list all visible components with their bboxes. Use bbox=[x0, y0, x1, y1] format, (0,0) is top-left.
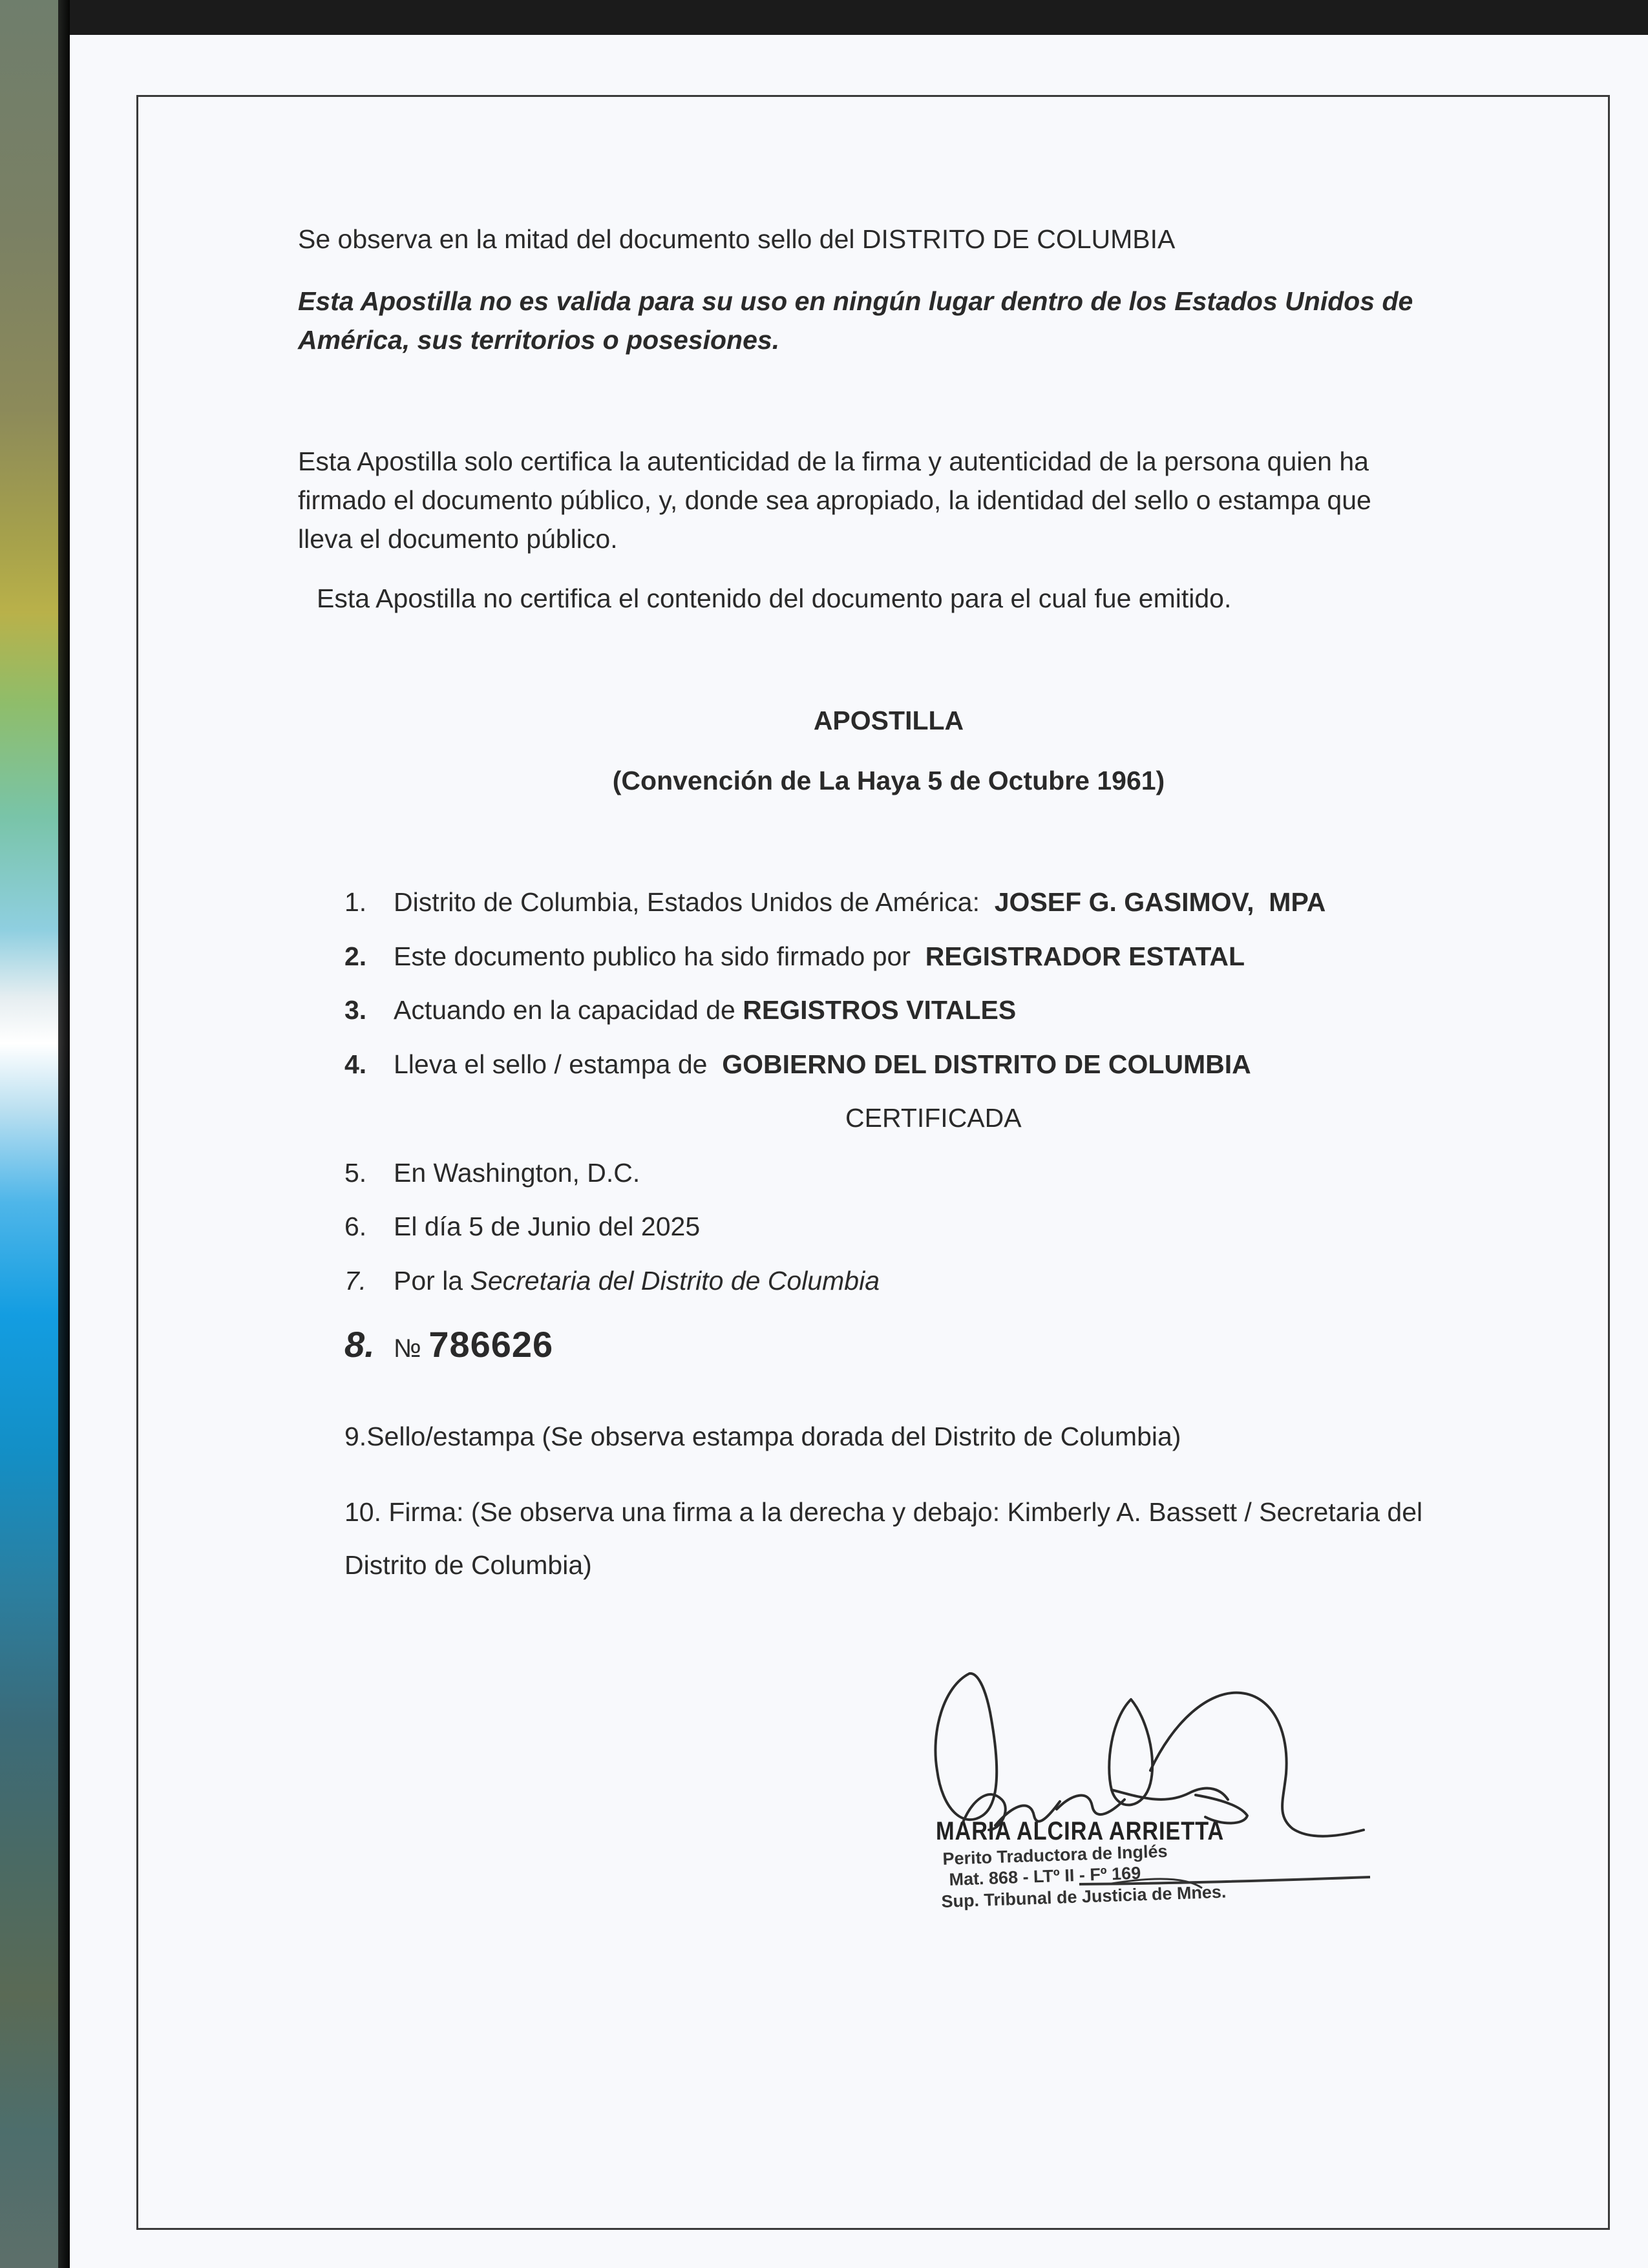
certifies-line-3: lleva el documento público. bbox=[298, 524, 618, 554]
stamp-court: Sup. Tribunal de Justicia de Mnes. bbox=[941, 1882, 1227, 1911]
stamp-title: Perito Traductora de Inglés bbox=[942, 1841, 1168, 1869]
certificada-label: CERTIFICADA bbox=[845, 1103, 1022, 1133]
stamp-registration: Mat. 868 - LTº II - Fº 169 bbox=[949, 1863, 1141, 1889]
not-certify-line: Esta Apostilla no certifica el contenido del documento para el cual fue emitido. bbox=[317, 583, 1232, 613]
item-text: Por la bbox=[394, 1266, 470, 1296]
item-4 bbox=[344, 1045, 1251, 1084]
certifies-line-2: firmado el documento público, y, donde sea apropiado, la identidad del sello o estampa que bbox=[298, 485, 1371, 515]
item-7 bbox=[344, 1261, 880, 1300]
item-number: 2. bbox=[344, 941, 367, 971]
scan-top-border bbox=[0, 0, 1648, 35]
item-9: 9.Sello/estampa (Se observa estampa dorada del Distrito de Columbia) bbox=[344, 1422, 1181, 1451]
item-number: 7. bbox=[344, 1266, 367, 1296]
item-10-line-2: Distrito de Columbia) bbox=[344, 1550, 592, 1580]
item-2 bbox=[344, 937, 1245, 976]
item-number: 3. bbox=[344, 995, 367, 1025]
warning-line-2: América, sus territorios o posesiones. bbox=[298, 325, 780, 355]
item-number: 8. bbox=[344, 1324, 375, 1365]
item-text: Lleva el sello / estampa de bbox=[394, 1049, 723, 1079]
intro-line: Se observa en la mitad del documento sello del DISTRITO DE COLUMBIA bbox=[298, 224, 1176, 254]
apostille-title: APOSTILLA bbox=[813, 706, 964, 735]
scan-edge-strip bbox=[0, 0, 70, 2268]
item-text: Actuando en la capacidad de bbox=[394, 995, 743, 1025]
item-value: GOBIERNO DEL DISTRITO DE COLUMBIA bbox=[722, 1049, 1251, 1079]
item-1 bbox=[344, 883, 1326, 921]
item-text: Distrito de Columbia, Estados Unidos de América: bbox=[394, 887, 995, 917]
numero-symbol: № bbox=[394, 1334, 421, 1363]
certifies-line-1: Esta Apostilla solo certifica la autenticidad de la firma y autenticidad de la persona quien ha bbox=[298, 446, 1369, 476]
stamp-name: MARIA ALCIRA ARRIETTA bbox=[936, 1817, 1225, 1845]
apostille-subtitle: (Convención de La Haya 5 de Octubre 1961) bbox=[612, 766, 1165, 795]
item-number: 6. bbox=[344, 1212, 367, 1241]
item-text: Este documento publico ha sido firmado por bbox=[394, 941, 925, 971]
item-6 bbox=[344, 1207, 700, 1246]
warning-line-1: Esta Apostilla no es valida para su uso en ningún lugar dentro de los Estados Unidos de bbox=[298, 286, 1413, 316]
item-number: 4. bbox=[344, 1049, 367, 1079]
item-value: JOSEF G. GASIMOV, MPA bbox=[994, 887, 1326, 917]
item-value: REGISTROS VITALES bbox=[743, 995, 1017, 1025]
item-number: 5. bbox=[344, 1158, 367, 1188]
item-10-line-1: 10. Firma: (Se observa una firma a la derecha y debajo: Kimberly A. Bassett / Secretaria del bbox=[344, 1497, 1423, 1527]
item-5 bbox=[344, 1153, 640, 1192]
item-number: 1. bbox=[344, 887, 367, 917]
item-text: El día 5 de Junio del 2025 bbox=[394, 1212, 701, 1241]
item-value: REGISTRADOR ESTATAL bbox=[925, 941, 1245, 971]
apostille-number: 786626 bbox=[428, 1324, 554, 1365]
item-text: En Washington, D.C. bbox=[394, 1158, 640, 1188]
item-value: Secretaria del Distrito de Columbia bbox=[470, 1266, 880, 1296]
item-8 bbox=[344, 1321, 553, 1372]
item-3 bbox=[344, 991, 1016, 1029]
